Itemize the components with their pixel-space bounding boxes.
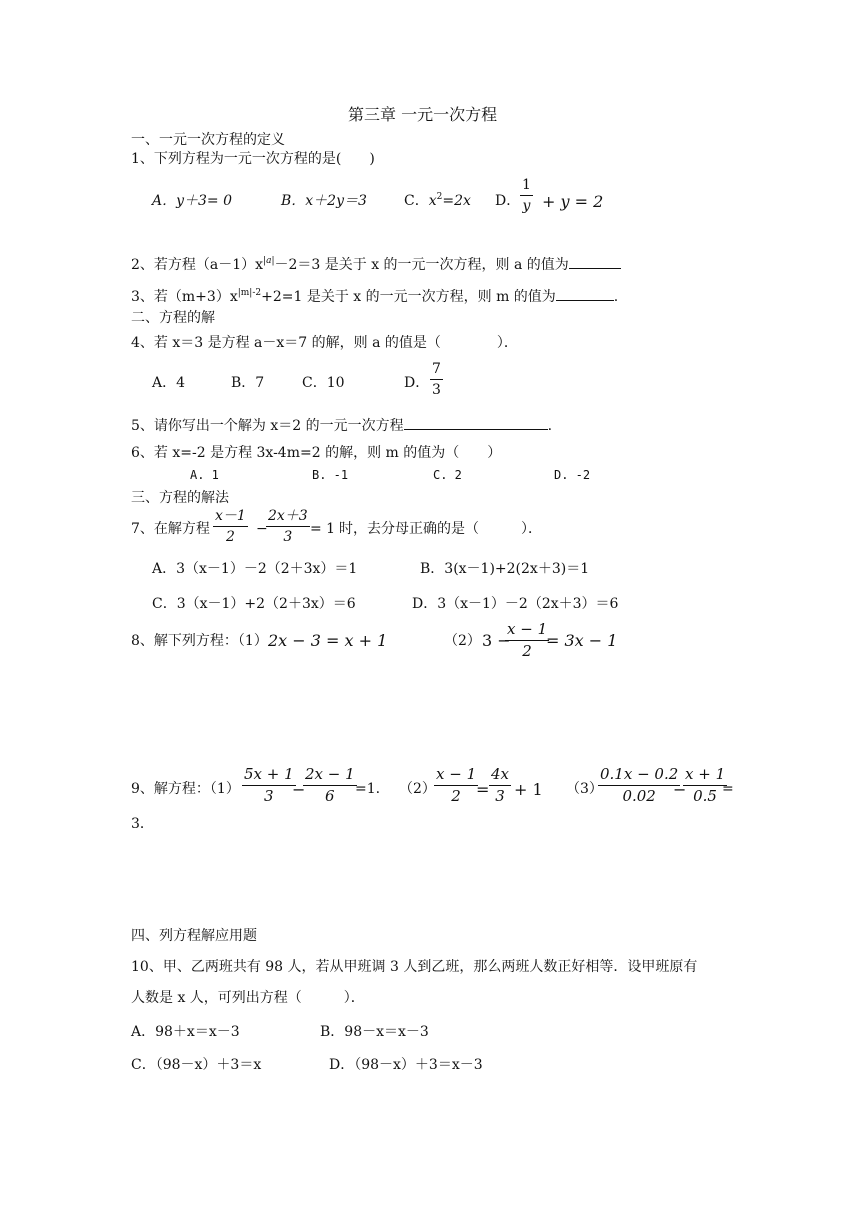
question-10-option-b: B．98－x＝x－3 — [320, 1024, 429, 1040]
question-8-stem: 8、解下列方程：（1） — [131, 633, 268, 649]
question-9-part-2-fraction-2 — [489, 767, 511, 804]
fraction-numerator: 5x + 1 — [242, 767, 296, 786]
page-title: 第三章 一元一次方程 — [348, 105, 498, 124]
fraction-denominator: y — [522, 198, 531, 214]
question-9-part-3-fraction-2 — [683, 767, 727, 804]
fraction-numerator: 7 — [430, 362, 443, 380]
question-4-option-d-fraction — [430, 362, 443, 397]
question-8-part-2-pre: 3 − — [482, 631, 511, 650]
question-3-exponent: |m|-2 — [237, 288, 262, 298]
section-heading-1: 一、一元一次方程的定义 — [131, 132, 285, 148]
fraction-denominator: 3 — [432, 382, 441, 398]
question-9-wrap: 3． — [131, 816, 154, 832]
question-9-part-2-equals: = — [476, 780, 490, 799]
fraction-numerator: 2x＋3 — [266, 509, 310, 527]
option-c-label: C． — [404, 193, 429, 209]
question-2-exponent: |a| — [263, 256, 275, 266]
question-1-option-d-label: D． — [495, 193, 521, 209]
question-1-option-c — [404, 194, 471, 208]
fraction-denominator: 2 — [225, 529, 235, 545]
fraction-denominator: 3 — [283, 529, 293, 545]
question-6-option-b: B. -1 — [312, 468, 349, 482]
question-9-part-2-fraction-1 — [434, 767, 478, 804]
question-6-option-d: D. -2 — [554, 468, 591, 482]
question-8-part-2-post: = 3x − 1 — [546, 631, 618, 650]
question-6-stem: 6、若 x=-2 是方程 3x-4m=2 的解，则 m 的值为（ ） — [131, 445, 502, 461]
question-2-pre: 2、若方程（a－1）x — [131, 257, 264, 273]
question-7-equals: = 1 — [310, 521, 336, 537]
answer-blank[interactable] — [569, 256, 621, 269]
question-8-part-2-label: （2） — [444, 633, 481, 649]
question-2 — [131, 256, 621, 272]
question-9-part-3-end: = — [722, 781, 734, 797]
question-7-fraction-1 — [213, 509, 248, 544]
question-9-part-3-fraction-1 — [598, 767, 680, 804]
option-c-rest: =2x — [442, 193, 471, 209]
question-6-option-a: A. 1 — [190, 468, 219, 482]
question-10-option-d: D．（98－x）＋3＝x－3 — [329, 1057, 483, 1073]
question-4-option-b: B．7 — [231, 375, 265, 391]
question-7-post: 时，去分母正确的是（ ）． — [339, 521, 542, 537]
question-5-end: . — [547, 418, 553, 434]
fraction-numerator: x − 1 — [434, 767, 478, 786]
fraction-numerator: x + 1 — [683, 767, 727, 786]
question-8-part-2-fraction — [505, 622, 549, 659]
question-9-part-3-minus: − — [673, 780, 687, 799]
fraction-numerator: 2x − 1 — [303, 767, 357, 786]
question-5-stem: 5、请你写出一个解为 x＝2 的一元一次方程 — [131, 418, 404, 434]
section-heading-2: 二、方程的解 — [131, 310, 215, 326]
question-6-option-c: C. 2 — [433, 468, 462, 482]
question-7-fraction-2 — [266, 509, 310, 544]
question-9-part-2-end: + 1 — [514, 780, 543, 799]
fraction-numerator: 1 — [520, 178, 533, 196]
question-7-option-c: C．3（x－1）+2（2＋3x）＝6 — [152, 596, 356, 612]
question-3-end: . — [613, 289, 619, 305]
section-heading-4: 四、列方程解应用题 — [131, 928, 257, 944]
answer-blank[interactable] — [556, 288, 614, 301]
question-7-minus: − — [256, 521, 268, 537]
section-heading-3: 三、方程的解法 — [131, 490, 229, 506]
question-1-option-a: A．y＋3= 0 — [152, 193, 233, 209]
question-4-option-a: A．4 — [152, 375, 186, 391]
question-3-pre: 3、若（m+3）x — [131, 289, 238, 305]
question-9-part-3-label: （3） — [566, 781, 603, 797]
question-1-stem: 1、下列方程为一元一次方程的是( ) — [131, 151, 375, 167]
question-4-stem: 4、若 x＝3 是方程 a－x＝7 的解，则 a 的值是（ ）． — [131, 335, 518, 351]
question-9-part-1-end: =1. — [355, 781, 381, 797]
question-9-part-1-fraction-2 — [303, 767, 357, 804]
fraction-denominator: 0.02 — [622, 787, 656, 805]
fraction-numerator: x－1 — [213, 509, 248, 527]
question-9-stem: 9、解方程：（1） — [131, 781, 240, 797]
question-10-option-c: C．（98－x）＋3＝x — [131, 1057, 262, 1073]
fraction-denominator: 2 — [522, 642, 532, 660]
question-3 — [131, 288, 618, 304]
question-7-pre: 7、在解方程 — [131, 521, 210, 537]
question-3-post: +2=1 是关于 x 的一元一次方程，则 m 的值为 — [261, 289, 556, 305]
question-9-part-1-minus: − — [292, 780, 306, 799]
question-7-option-b: B．3(x－1)+2(2x＋3)＝1 — [420, 561, 590, 577]
question-1-option-d-rest: + y = 2 — [542, 192, 604, 211]
question-10-line-2: 人数是 x 人，可列出方程（ ）． — [131, 990, 365, 1006]
question-2-post: －2＝3 是关于 x 的一元一次方程，则 a 的值为 — [274, 257, 569, 273]
fraction-numerator: x − 1 — [505, 622, 549, 641]
fraction-denominator: 2 — [451, 787, 461, 805]
fraction-denominator: 3 — [495, 787, 505, 805]
fraction-denominator: 3 — [264, 787, 274, 805]
question-9-part-1-fraction-1 — [242, 767, 296, 804]
fraction-numerator: 4x — [489, 767, 511, 786]
question-8-part-1: 2x − 3 = x + 1 — [268, 631, 388, 650]
question-1-option-b: B．x＋2y＝3 — [281, 193, 367, 209]
option-c-exponent: 2 — [436, 192, 443, 202]
fraction-numerator: 0.1x − 0.2 — [598, 767, 680, 786]
question-10-line-1: 10、甲、乙两班共有 98 人，若从甲班调 3 人到乙班，那么两班人数正好相等．设甲班原有 — [131, 959, 698, 975]
question-4-option-d-label: D． — [404, 375, 430, 391]
question-5 — [131, 417, 552, 433]
question-9-part-2-label: （2） — [399, 781, 436, 797]
option-c-base: x — [428, 193, 437, 209]
question-10-option-a: A．98＋x＝x－3 — [131, 1024, 240, 1040]
fraction-denominator: 0.5 — [693, 787, 717, 805]
fraction-denominator: 6 — [325, 787, 335, 805]
answer-blank[interactable] — [404, 417, 548, 430]
question-4-option-c: C．10 — [302, 375, 345, 391]
question-7-option-d: D．3（x－1）－2（2x＋3）＝6 — [412, 596, 619, 612]
question-7-option-a: A．3（x－1）－2（2＋3x）＝1 — [152, 561, 358, 577]
question-1-option-d-fraction — [520, 178, 533, 213]
